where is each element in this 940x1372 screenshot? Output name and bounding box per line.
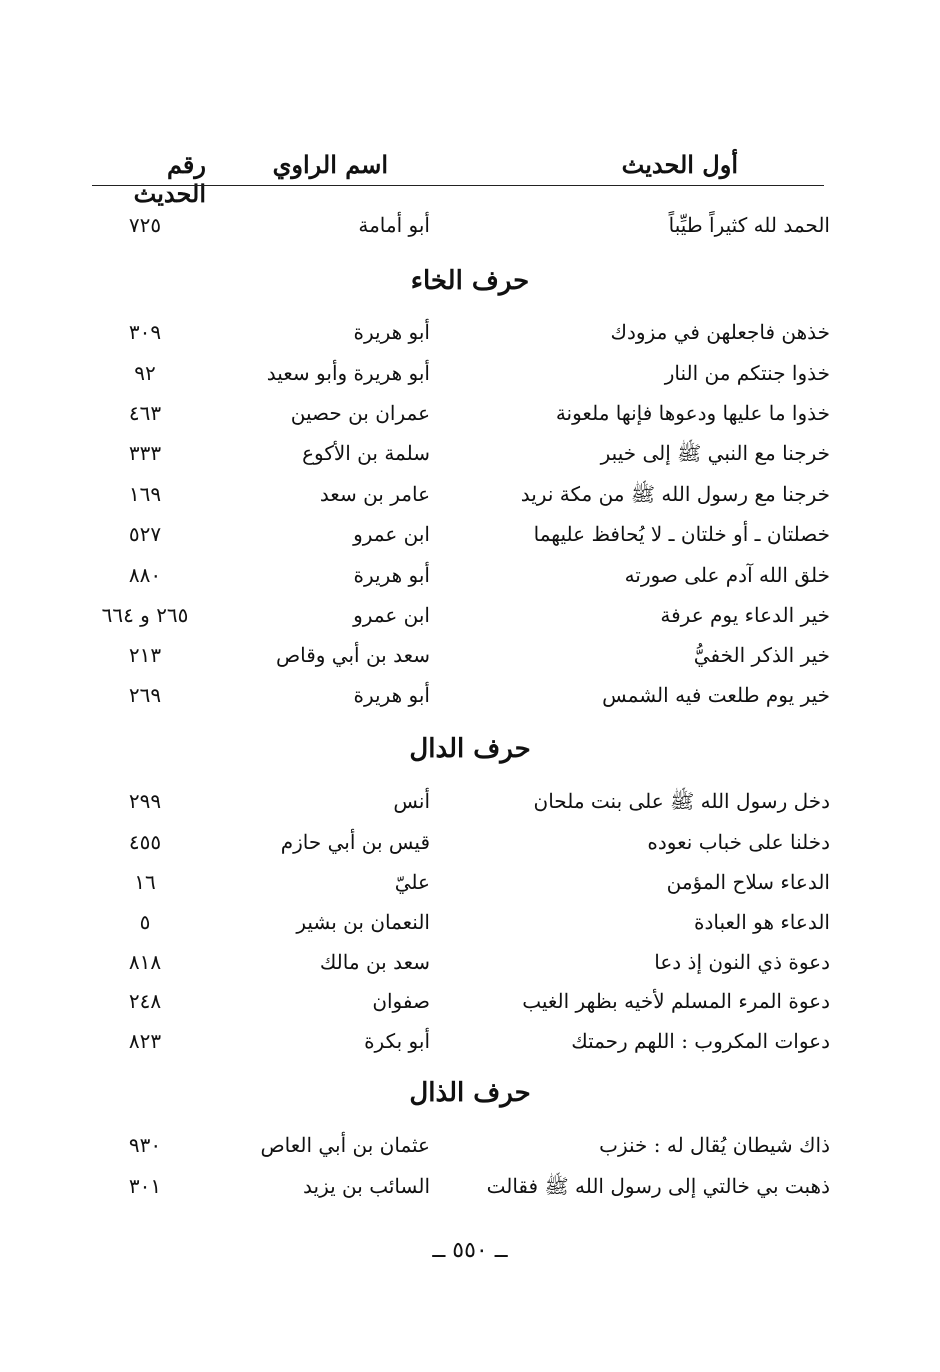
page-number: ــ ٥٥٠ ــ [432,1238,508,1263]
hadith-first-words: خير الدعاء يوم عرفة [660,603,830,627]
hadith-first-words: دخلنا على خباب نعوده [647,830,830,854]
table-row [80,205,830,245]
narrator-name: أنس [393,789,430,813]
hadith-number: ٥ [139,910,151,934]
hadith-first-words: دخل رسول الله ﷺ على بنت ملحان [533,789,830,813]
hadith-number: ١٦٩ [128,482,162,506]
hadith-number: ٣٣٣ [128,441,162,465]
hadith-number: ٨٨٠ [128,563,162,587]
hadith-first-words: الدعاء هو العبادة [694,910,830,934]
hadith-first-words: دعوة المرء المسلم لأخيه بظهر الغيب [522,989,830,1013]
hadith-number: ٢١٣ [128,643,162,667]
table-row [80,514,830,554]
narrator-name: أبو بكرة [364,1029,430,1053]
header-narrator-column: اسم الراوي [272,150,388,179]
narrator-name: سعد بن أبي وقاص [275,643,430,667]
table-row [80,1125,830,1165]
narrator-name: عليّ [394,870,430,894]
hadith-number: ٨٢٣ [128,1029,162,1053]
table-row [80,942,830,982]
hadith-number: ٣٠٩ [128,320,162,344]
hadith-number: ٩٢ [134,361,156,385]
narrator-name: صفوان [372,989,430,1013]
narrator-name: عثمان بن أبي العاص [260,1133,430,1157]
narrator-name: سعد بن مالك [319,950,430,974]
narrator-name: ابن عمرو [353,603,430,627]
narrator-name: السائب بن يزيد [303,1174,430,1198]
narrator-name: النعمان بن بشير [296,910,430,934]
hadith-number: ٧٢٥ [128,213,162,237]
hadith-first-words: خلق الله آدم على صورته [624,563,830,587]
hadith-first-words: خذوا جنتكم من النار [664,361,830,385]
hadith-first-words: ذهبت بي خالتي إلى رسول الله ﷺ فقالت [486,1174,830,1198]
table-row [80,555,830,595]
header-rule [92,185,824,186]
narrator-name: ابن عمرو [353,522,430,546]
narrator-name: سلمة بن الأكوع [302,441,430,465]
header-number-column: رقم الحديث [133,150,206,208]
table-row [80,1166,830,1206]
hadith-first-words: خذوا ما عليها ودعوها فإنها ملعونة [555,401,830,425]
hadith-first-words: دعوات المكروب : اللهم رحمتك [571,1029,830,1053]
hadith-number: ٥٢٧ [128,522,162,546]
hadith-first-words: الحمد لله كثيراً طيِّباً [668,213,830,237]
hadith-number: ٩٣٠ [128,1133,162,1157]
table-row [80,675,830,715]
narrator-name: أبو هريرة [353,563,430,587]
section-title-daal: حرف الدال [409,734,531,764]
table-row [80,312,830,352]
header-first-column: أول الحديث [621,150,738,179]
narrator-name: قيس بن أبي حازم [280,830,430,854]
section-title-dhaal: حرف الذال [409,1078,531,1108]
table-header [92,150,828,208]
table-row [80,822,830,862]
hadith-first-words: خذهن فاجعلهن في مزودك [610,320,830,344]
table-row [80,981,830,1021]
hadith-number: ٤٦٣ [128,401,162,425]
table-row [80,902,830,942]
table-row [80,1021,830,1061]
hadith-first-words: خرجنا مع النبي ﷺ إلى خيبر [600,441,830,465]
table-row [80,635,830,675]
narrator-name: أبو هريرة [353,683,430,707]
hadith-number: ١٦ [134,870,156,894]
table-row [80,781,830,821]
table-row [80,353,830,393]
narrator-name: عمران بن حصين [290,401,430,425]
table-row [80,393,830,433]
narrator-name: أبو أمامة [358,213,430,237]
hadith-number: ٢٩٩ [128,789,162,813]
section-title-khaa: حرف الخاء [410,266,530,296]
hadith-first-words: دعوة ذي النون إذ دعا [654,950,830,974]
narrator-name: عامر بن سعد [319,482,430,506]
table-row [80,474,830,514]
hadith-first-words: خير الذكر الخفيُّ [693,643,830,667]
hadith-first-words: الدعاء سلاح المؤمن [666,870,830,894]
hadith-number: ٨١٨ [128,950,162,974]
table-row [80,433,830,473]
hadith-number: ٢٦٩ [128,683,162,707]
narrator-name: أبو هريرة وأبو سعيد [266,361,430,385]
hadith-first-words: خرجنا مع رسول الله ﷺ من مكة نريد [520,482,830,506]
hadith-first-words: خير يوم طلعت فيه الشمس [602,683,830,707]
hadith-number: ٣٠١ [128,1174,162,1198]
hadith-number: ٢٦٥ و ٦٦٤ [101,603,189,627]
hadith-first-words: ذاك شيطان يُقال له : خنزب [599,1133,830,1157]
narrator-name: أبو هريرة [353,320,430,344]
hadith-number: ٢٤٨ [128,989,162,1013]
hadith-number: ٤٥٥ [128,830,162,854]
table-row [80,862,830,902]
table-row [80,595,830,635]
hadith-first-words: خصلتان ـ أو خلتان ـ لا يُحافظ عليهما [533,522,830,546]
